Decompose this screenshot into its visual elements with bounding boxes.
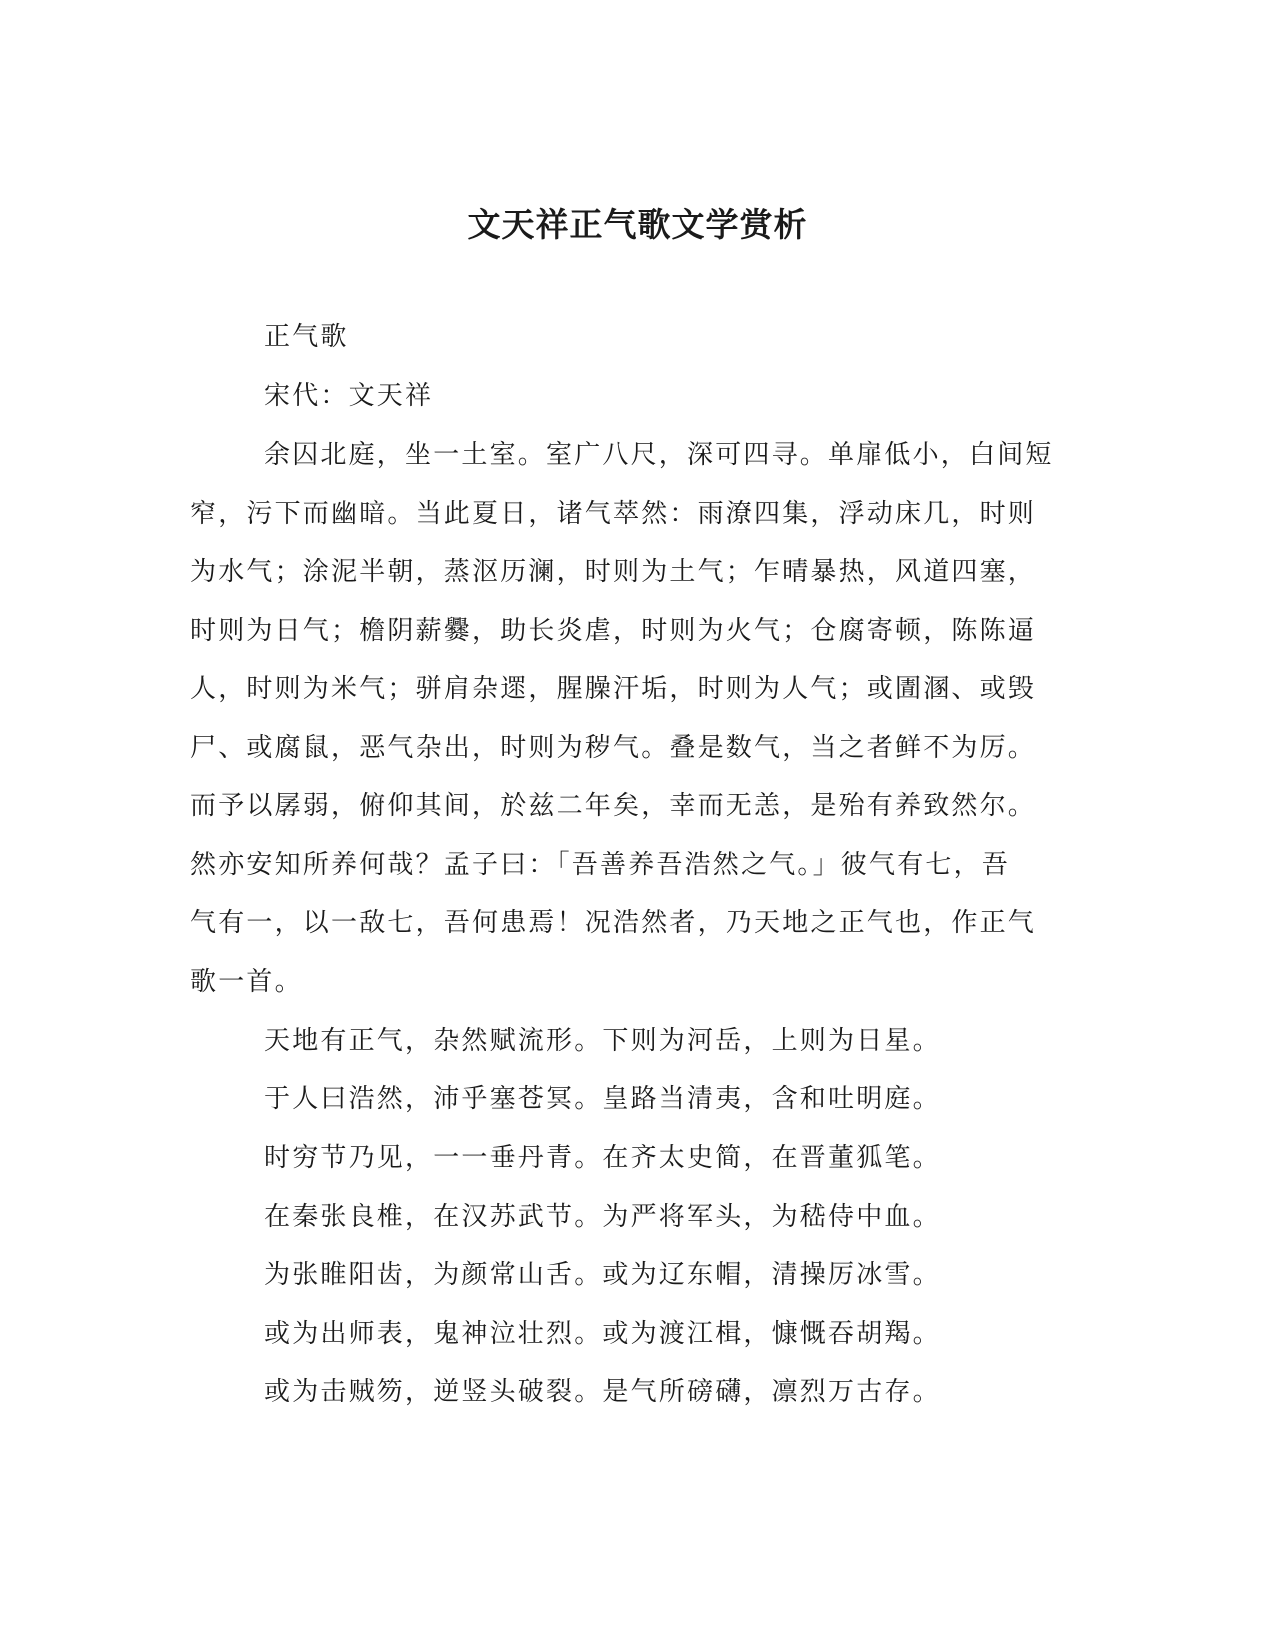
preface-line: 窄，污下而幽暗。当此夏日，诸气萃然：雨潦四集，浮动床几，时则 [190, 499, 1037, 529]
page-title: 文天祥正气歌文学赏析 [467, 205, 808, 244]
poem-line: 时穷节乃见，一一垂丹青。在齐太史简，在晋董狐笔。 [264, 1143, 941, 1173]
preface-line: 而予以孱弱，俯仰其间，於兹二年矣，幸而无恙，是殆有养致然尔。 [190, 791, 1037, 821]
preface-line: 为水气；涂泥半朝，蒸沤历澜，时则为土气；乍晴暴热，风道四塞， [190, 557, 1037, 587]
poem-line: 或为出师表，鬼神泣壮烈。或为渡江楫，慷慨吞胡羯。 [264, 1319, 941, 1349]
preface-line: 尸、或腐鼠，恶气杂出，时则为秽气。叠是数气，当之者鲜不为厉。 [190, 733, 1037, 763]
preface-line: 然亦安知所养何哉？孟子曰：「吾善养吾浩然之气。」彼气有七，吾 [190, 850, 1011, 880]
preface-line: 气有一，以一敌七，吾何患焉！况浩然者，乃天地之正气也，作正气 [190, 908, 1037, 938]
preface-line: 人，时则为米气；骈肩杂遝，腥臊汗垢，时则为人气；或圊溷、或毁 [190, 674, 1037, 704]
poem-line: 或为击贼笏，逆竖头破裂。是气所磅礴，凛烈万古存。 [264, 1377, 941, 1407]
author-line: 宋代：文天祥 [264, 381, 434, 411]
poem-title: 正气歌 [264, 322, 349, 352]
preface-line: 余囚北庭，坐一土室。室广八尺，深可四寻。单扉低小，白间短 [264, 440, 1054, 470]
poem-line: 为张睢阳齿，为颜常山舌。或为辽东帽，清操厉冰雪。 [264, 1260, 941, 1290]
poem-line: 天地有正气，杂然赋流形。下则为河岳，上则为日星。 [264, 1026, 941, 1056]
preface-line: 歌一首。 [190, 967, 303, 997]
poem-line: 在秦张良椎，在汉苏武节。为严将军头，为嵇侍中血。 [264, 1202, 941, 1232]
poem-line: 于人曰浩然，沛乎塞苍冥。皇路当清夷，含和吐明庭。 [264, 1084, 941, 1114]
preface-line: 时则为日气；檐阴薪爨，助长炎虐，时则为火气；仓腐寄顿，陈陈逼 [190, 616, 1037, 646]
